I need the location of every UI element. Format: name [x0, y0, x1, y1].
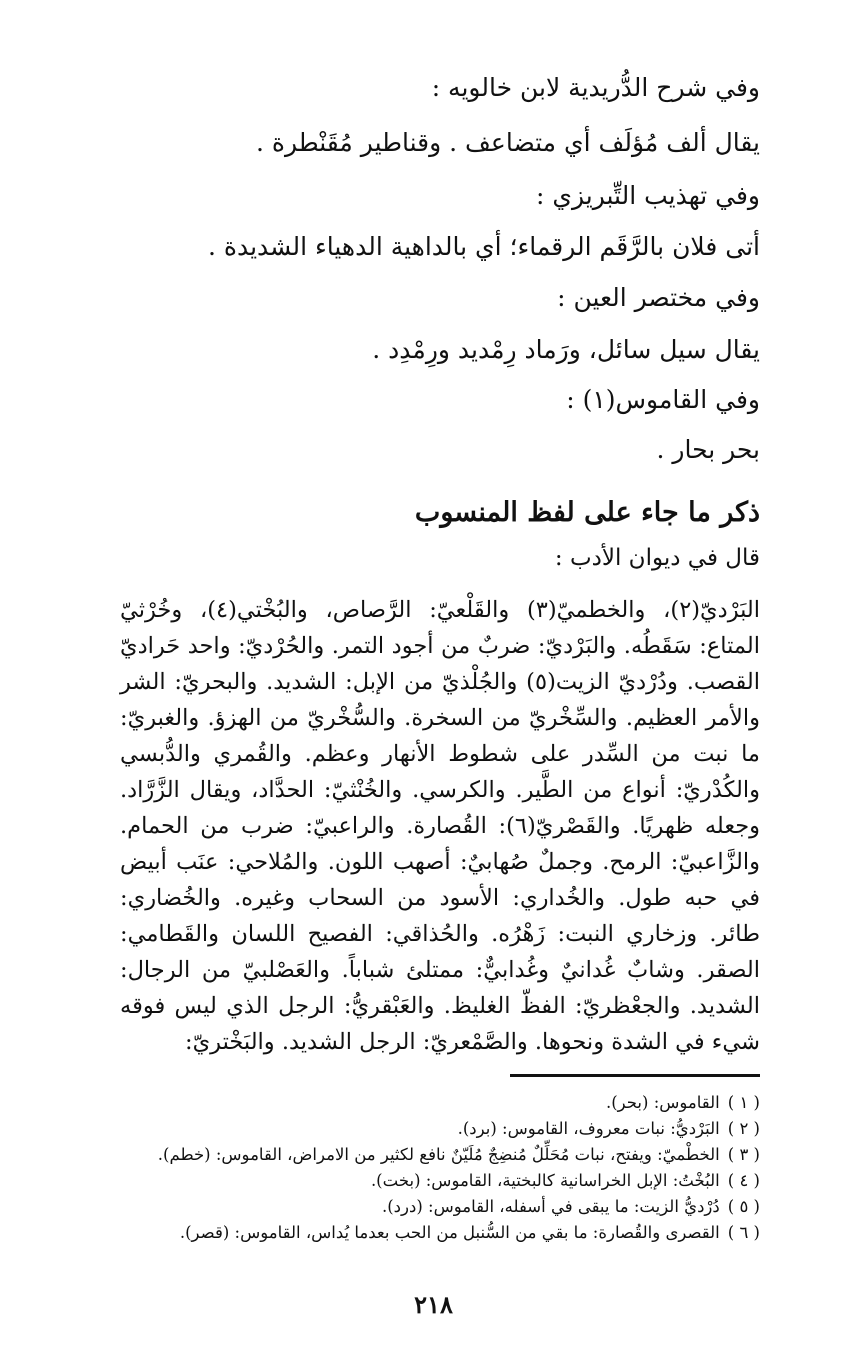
footnote-5 [120, 1194, 760, 1220]
footnote-text: البَرْديُّ: نبات معروف، القاموس: (برد). [457, 1119, 720, 1138]
text-line-6: يقال سيل سائل، ورَماد رِمْديد ورِمْدِد . [372, 335, 760, 364]
intro-line: قال في ديوان الأدب : [554, 545, 760, 571]
footnote-number: ( ٣ ) [727, 1145, 760, 1164]
page-number: ٢١٨ [414, 1290, 453, 1319]
footnote-text: القاموس: (بحر). [605, 1093, 720, 1112]
footnote-number: ( ٥ ) [727, 1197, 760, 1216]
text-line-3: وفي تهذيب التِّبريزي : [536, 181, 760, 210]
text-line-4: أتى فلان بالرَّقَم الرقماء؛ أي بالداهية الدهياء الشديدة . [207, 232, 760, 261]
footnote-1 [120, 1090, 760, 1116]
footnote-4 [120, 1168, 760, 1194]
footnote-text: البُخْتُ: الإبل الخراسانية كالبختية، القاموس: (بخت). [370, 1171, 720, 1190]
footnote-number: ( ٤ ) [727, 1171, 760, 1190]
section-heading: ذكر ما جاء على لفظ المنسوب [414, 497, 760, 528]
footnote-6 [120, 1220, 760, 1246]
body-paragraph: البَرْديّ(٢)، والخطميّ(٣) والقَلْعيّ: الرَّصاص، والبُخْتي(٤)، وخُرْثيّ المتاع: سَقَطُه. والبَرْديّ: ضربٌ من أجود التمر. والحُرْديّ: واحد حَراديّ القصب. ودُرْديّ الزيت(٥) والجُلْذيّ من الإبل: الشديد. والبحريّ: الشر والأمر العظيم. والسِّخْريّ من السخرة. والسُّخْريّ من الهزؤ. والغبريّ: ما نبت من السِّدر على شطوط الأنهار وعظم. والقُمري والدُّبسي والكُدْريّ: أنواع من الطَّير. والكرسي. والخُنْثيّ: الحدَّاد، ويقال الزَّرَّاد. وجعله ظهريًا. والقَصْريّ(٦): القُصارة. والراعبيّ: ضرب من الحمام. والزَّاعبيّ: الرمح. وجملٌ صُهابيٌ: أصهب اللون. والمُلاحي: عنَب أبيض في حبه طول. والخُداري: الأسود من السحاب وغيره. والخُضاري: طائر. وزخاري النبت: زَهْرُه. والحُذاقي: الفصيح اللسان والقَطامي: الصقر. وشابٌ غُدانيٌ وغُدابيٌّ: ممتلئ شباباً. والعَصْلبيّ من الرجال: الشديد. والجعْظريّ: الفظّ الغليظ. والعَبْقريُّ: الرجل الذي ليس فوقه شيء في الشدة ونحوها. والصَّمْعريّ: الرجل الشديد. والبَخْتريّ: [120, 597, 761, 1055]
footnote-number: ( ٢ ) [727, 1119, 760, 1138]
text-line-5: وفي مختصر العين : [557, 283, 760, 312]
text-line-1: وفي شرح الدُّريدية لابن خالويه : [431, 73, 760, 102]
footnote-number: ( ١ ) [727, 1093, 760, 1112]
footnotes [120, 1090, 760, 1246]
text-line-8: بحر بحار . [656, 435, 760, 464]
footnote-text: دُرْديُّ الزيت: ما يبقى في أسفله، القاموس: (درد). [381, 1197, 720, 1216]
footnote-text: الخطْميّ: ويفتح، نبات مُحَلِّلٌ مُنضِجٌ مُلَيّنٌ نافع لكثير من الامراض، القاموس: (خطم). [157, 1145, 720, 1164]
footnote-2 [120, 1116, 760, 1142]
footnote-text: القصرى والقُصارة: ما بقي من السُّنبل من الحب بعدما يُداس، القاموس: (قصر). [179, 1223, 720, 1242]
footnote-number: ( ٦ ) [727, 1223, 760, 1242]
footnote-separator [510, 1074, 760, 1077]
footnote-3 [120, 1142, 760, 1168]
text-line-7: وفي القاموس(١) : [566, 385, 760, 414]
text-line-2: يقال ألف مُؤلَف أي متضاعف . وقناطير مُقَنْطرة . [255, 128, 760, 157]
